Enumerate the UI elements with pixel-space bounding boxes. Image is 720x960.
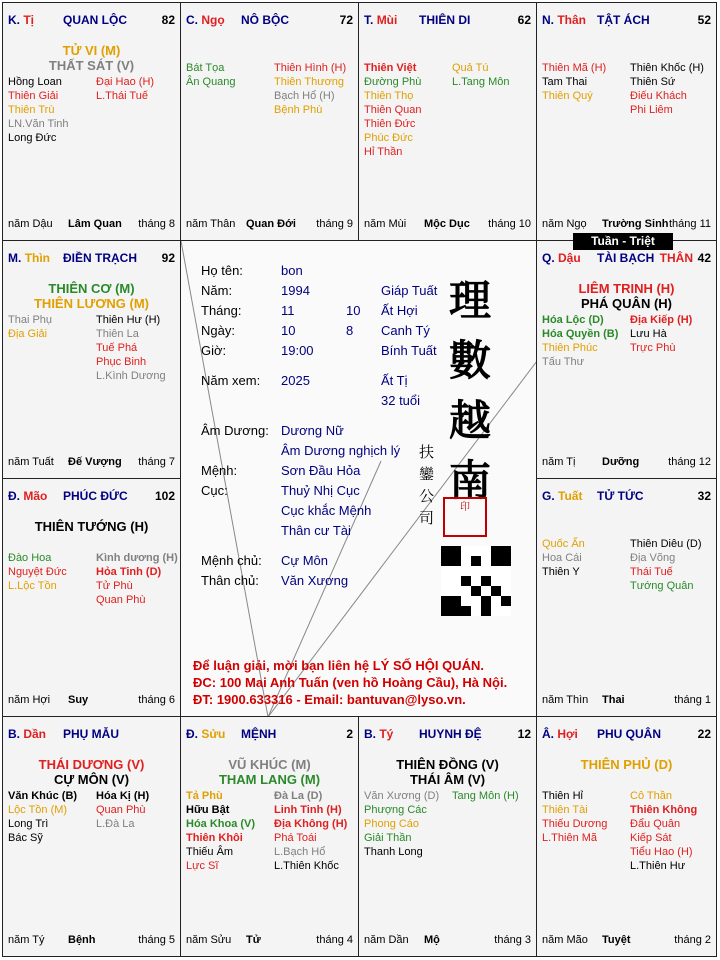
minor-star: Đà La (D): [274, 790, 323, 802]
minor-star: Quan Phù: [96, 594, 146, 606]
footer-month: tháng 2: [674, 934, 711, 946]
minor-star: Long Trì: [8, 818, 49, 830]
minor-star: Phong Cáo: [364, 818, 420, 830]
minor-star: Tướng Quân: [630, 580, 694, 592]
footer-phase: Đế Vượng: [68, 456, 122, 468]
minor-star: Thiếu Dương: [542, 818, 608, 830]
logo-char: 理: [449, 276, 492, 325]
minor-star: Thiên Không: [630, 804, 698, 816]
minor-star: Hóa Lộc (D): [542, 314, 604, 326]
value-month: 11: [281, 303, 295, 318]
minor-star: L.Thiên Khốc: [274, 860, 339, 872]
footer-month: tháng 3: [494, 934, 531, 946]
footer-month: tháng 10: [488, 218, 531, 230]
palace-prefix: M.: [8, 251, 22, 265]
palace-position: [542, 489, 582, 503]
palace-name: QUAN LỘC: [63, 13, 127, 27]
major-stars: [3, 43, 180, 73]
palace-name: THIÊN DI: [419, 13, 471, 27]
value-year: 1994: [281, 283, 310, 298]
minor-star: Thái Tuế: [630, 566, 673, 578]
palace-age-number: 42: [697, 251, 711, 265]
palace-branch: Thìn: [24, 251, 51, 265]
palace-branch: Tý: [379, 727, 394, 741]
minor-star: Hoa Cái: [542, 552, 582, 564]
red-seal-stamp: 印: [443, 497, 487, 537]
palace-age-number: 12: [517, 727, 531, 741]
minor-star: L.Kình Dương: [96, 370, 166, 382]
palace-prefix: C.: [186, 13, 198, 27]
minor-star: Thiên Sứ: [630, 76, 676, 88]
minor-star: Tả Phù: [186, 790, 223, 802]
palace-position: [542, 13, 586, 27]
footer-phase: Tử: [246, 934, 261, 946]
palace-prefix: T.: [364, 13, 374, 27]
value-menh-chu: Cự Môn: [281, 553, 328, 568]
palace-age-number: 72: [339, 13, 353, 27]
palace-dau: [536, 240, 717, 479]
palace-branch: Dậu: [558, 251, 581, 265]
major-stars: [537, 757, 716, 772]
footer-month: tháng 7: [138, 456, 175, 468]
palace-footer: [364, 218, 531, 232]
palace-branch: Tuất: [558, 489, 583, 503]
label-view-year: Năm xem:: [201, 373, 261, 388]
footer-year: năm Hợi: [8, 694, 51, 706]
palace-header: [8, 727, 175, 741]
minor-star: Ân Quang: [186, 76, 236, 88]
minor-star: Tấu Thư: [542, 356, 585, 368]
minor-star: Địa Giải: [8, 328, 48, 340]
footer-year: năm Tý: [8, 934, 45, 946]
label-year: Năm:: [201, 283, 233, 298]
minor-star: Bạch Hổ (H): [274, 90, 335, 102]
minor-star: Thiên Khốc (H): [630, 62, 704, 74]
footer-year: năm Thìn: [542, 694, 589, 706]
label-name: Họ tên:: [201, 263, 243, 278]
value-name: bon: [281, 263, 303, 278]
palace-footer: [186, 934, 353, 948]
company-char: 鑾: [419, 465, 435, 483]
footer-phase: Tuyệt: [602, 934, 631, 946]
palace-footer: [8, 934, 175, 948]
value-month-can: Ất Hợi: [381, 303, 418, 318]
minor-star: Thiên Đức: [364, 118, 416, 130]
palace-name: NÔ BỘC: [241, 13, 289, 27]
palace-header: [8, 489, 175, 503]
major-star: THIÊN CƠ (M): [48, 281, 135, 296]
minor-star: Địa Võng: [630, 552, 676, 564]
major-star: PHÁ QUÂN (H): [581, 296, 672, 311]
value-day: 10: [281, 323, 296, 338]
palace-suu: [180, 716, 359, 957]
minor-star: Kiếp Sát: [630, 832, 672, 844]
major-stars: [3, 281, 180, 311]
palace-name: TẬT ÁCH: [597, 13, 650, 27]
label-day: Ngày:: [201, 323, 235, 338]
palace-ngo: [180, 2, 359, 241]
value-than-chu: Văn Xương: [281, 573, 349, 588]
major-stars: [3, 757, 180, 787]
palace-prefix: Đ.: [186, 727, 198, 741]
footer-year: năm Tuất: [8, 456, 54, 468]
palace-header: [542, 727, 711, 741]
minor-star: Thiên Hư (H): [96, 314, 161, 326]
palace-branch: Sửu: [201, 727, 226, 741]
minor-star: Bác Sỹ: [8, 832, 43, 844]
minor-star: L.Đà La: [96, 818, 135, 830]
minor-star: Kình dương (H): [96, 552, 178, 564]
major-star: CỰ MÔN (V): [53, 772, 130, 787]
palace-age-number: 102: [154, 489, 175, 503]
major-star: THIÊN TƯỚNG (H): [34, 519, 149, 534]
palace-prefix: Â.: [542, 727, 554, 741]
palace-footer: [186, 218, 353, 232]
value-age: 32 tuổi: [381, 393, 421, 408]
value-amduong-2: Âm Dương nghịch lý: [281, 443, 401, 458]
major-star: THIÊN PHỦ (D): [580, 757, 673, 772]
minor-star: Văn Khúc (B): [8, 790, 78, 802]
palace-position: [364, 727, 393, 741]
minor-star: Trực Phù: [630, 342, 676, 354]
minor-star: Tuế Phá: [96, 342, 138, 354]
minor-star: Thiên Thương: [274, 76, 345, 88]
minor-star: Tam Thai: [542, 76, 588, 88]
minor-star: L.Thái Tuế: [96, 90, 148, 102]
value-cuc-3: Thân cư Tài: [281, 523, 351, 538]
palace-header: [542, 489, 711, 503]
footer-phase: Dưỡng: [602, 456, 640, 468]
logo-char: 數: [449, 336, 492, 385]
major-star: THAM LANG (M): [218, 772, 321, 787]
palace-thin: [2, 240, 181, 479]
palace-branch: Hợi: [557, 727, 578, 741]
minor-star: Lộc Tồn (M): [8, 804, 68, 816]
minor-star: L.Thiên Mã: [542, 832, 598, 844]
minor-star: Địa Không (H): [274, 818, 348, 830]
palace-footer: [542, 694, 711, 708]
palace-header: [186, 13, 353, 27]
company-char: 司: [419, 509, 435, 527]
palace-age-number: 32: [697, 489, 711, 503]
palace-position: [364, 13, 397, 27]
label-than-chu: Thân chủ:: [201, 573, 259, 588]
major-star: THIÊN LƯƠNG (M): [33, 296, 150, 311]
palace-name: HUYNH ĐỆ: [419, 727, 482, 741]
company-char: 扶: [419, 443, 435, 461]
palace-age-number: 62: [517, 13, 531, 27]
palace-dan: [2, 716, 181, 957]
contact-line-1: Để luận giải, mời bạn liên hệ LÝ SỐ HỘI QUÁN.: [193, 658, 484, 673]
palace-header: [8, 251, 175, 265]
palace-position: [8, 727, 46, 741]
minor-star: Thiên Phúc: [542, 342, 598, 354]
value-view-can: Ất Tị: [381, 373, 408, 388]
qr-code-icon: [441, 546, 511, 616]
palace-branch: Ngọ: [201, 13, 225, 27]
minor-star: Đại Hao (H): [96, 76, 155, 88]
palace-header: [364, 727, 531, 741]
major-stars: [537, 281, 716, 311]
palace-header: [542, 251, 711, 265]
palace-prefix: B.: [364, 727, 376, 741]
footer-month: tháng 9: [316, 218, 353, 230]
palace-than: [536, 2, 717, 241]
footer-month: tháng 4: [316, 934, 353, 946]
minor-star: Quốc Ấn: [542, 538, 585, 550]
footer-phase: Lâm Quan: [68, 218, 122, 230]
palace-branch: Thân: [557, 13, 587, 27]
minor-star: Đẩu Quân: [630, 818, 681, 830]
minor-star: Thiên Y: [542, 566, 580, 578]
company-char: 公: [419, 487, 435, 505]
palace-prefix: Đ.: [8, 489, 20, 503]
palace-branch: Tị: [23, 13, 35, 27]
minor-star: Thiên La: [96, 328, 139, 340]
minor-star: Quan Phù: [96, 804, 146, 816]
footer-phase: Mộ: [424, 934, 440, 946]
palace-name: PHỤ MẪU: [63, 727, 119, 741]
footer-year: năm Tị: [542, 456, 576, 468]
company-text: [419, 441, 434, 529]
value-cuc-1: Thuỷ Nhị Cục: [281, 483, 360, 498]
minor-star: Tiểu Hao (H): [630, 846, 693, 858]
major-star: THẤT SÁT (V): [48, 58, 135, 73]
minor-star: Phúc Đức: [364, 132, 413, 144]
tuan-triet-badge: Tuần - Triệt: [573, 233, 673, 250]
minor-star: Bát Tọa: [186, 62, 225, 74]
footer-phase: Bệnh: [68, 934, 96, 946]
footer-month: tháng 12: [668, 456, 711, 468]
palace-prefix: Q.: [542, 251, 555, 265]
value-hour: 19:00: [281, 343, 314, 358]
minor-star: Thiên Hình (H): [274, 62, 347, 74]
footer-phase: Mộc Dục: [424, 218, 470, 230]
palace-age-number: 22: [697, 727, 711, 741]
footer-year: năm Mão: [542, 934, 588, 946]
palace-position: [8, 251, 50, 265]
major-stars: [3, 519, 180, 534]
minor-star: Phượng Các: [364, 804, 427, 816]
label-amduong: Âm Dương:: [201, 423, 269, 438]
palace-prefix: G.: [542, 489, 555, 503]
footer-year: năm Sửu: [186, 934, 232, 946]
minor-star: Bệnh Phù: [274, 104, 323, 116]
major-stars: [359, 757, 536, 787]
palace-name: ĐIỀN TRẠCH: [63, 251, 137, 265]
palace-name: TÀI BẠCH: [597, 251, 655, 265]
footer-month: tháng 11: [668, 218, 711, 230]
palace-ty2: [358, 716, 537, 957]
value-view-year: 2025: [281, 373, 310, 388]
minor-star: Thiên Trù: [8, 104, 55, 116]
logo-char: 南: [449, 456, 492, 505]
minor-star: Thai Phụ: [8, 314, 53, 326]
footer-year: năm Thân: [186, 218, 236, 230]
logo-text: [449, 271, 491, 511]
palace-position: [542, 727, 578, 741]
label-menh: Mệnh:: [201, 463, 238, 478]
footer-year: năm Dậu: [8, 218, 53, 230]
palace-position: [8, 13, 34, 27]
palace-branch: Mão: [23, 489, 48, 503]
label-menh-chu: Mệnh chủ:: [201, 553, 262, 568]
footer-phase: Trường Sinh: [602, 218, 669, 230]
minor-star: Thiên Việt: [364, 62, 417, 74]
minor-star: Phục Binh: [96, 356, 147, 368]
logo-char: 越: [449, 396, 492, 445]
minor-star: LN.Văn Tinh: [8, 118, 69, 130]
value-day-lunar: 8: [346, 323, 354, 338]
minor-star: Địa Kiếp (H): [630, 314, 693, 326]
than-marker: THÂN: [659, 251, 693, 265]
minor-star: Đường Phù: [364, 76, 422, 88]
footer-year: năm Mùi: [364, 218, 407, 230]
footer-phase: Suy: [68, 694, 89, 706]
value-year-can: Giáp Tuất: [381, 283, 438, 298]
footer-year: năm Ngọ: [542, 218, 587, 230]
minor-star: Lực Sĩ: [186, 860, 219, 872]
footer-month: tháng 8: [138, 218, 175, 230]
major-stars: [181, 757, 358, 787]
chart-grid: [3, 3, 717, 957]
label-month: Tháng:: [201, 303, 242, 318]
minor-star: Thiếu Âm: [186, 846, 234, 858]
minor-star: L.Thiên Hư: [630, 860, 686, 872]
palace-ty: [2, 2, 181, 241]
palace-age-number: 52: [697, 13, 711, 27]
palace-footer: [364, 934, 531, 948]
palace-mui: [358, 2, 537, 241]
palace-header: [542, 13, 711, 27]
minor-star: Thiên Tài: [542, 804, 588, 816]
minor-star: Văn Xương (D): [364, 790, 440, 802]
footer-phase: Quan Đới: [246, 218, 296, 230]
label-hour: Giờ:: [201, 343, 227, 358]
major-star: VŨ KHÚC (M): [228, 757, 311, 772]
palace-footer: [8, 694, 175, 708]
palace-name: MỆNH: [241, 727, 277, 741]
minor-star: Đào Hoa: [8, 552, 52, 564]
value-hour-can: Bính Tuất: [381, 343, 437, 358]
palace-position: [8, 489, 47, 503]
palace-prefix: N.: [542, 13, 554, 27]
palace-position: [186, 727, 225, 741]
minor-star: Long Đức: [8, 132, 57, 144]
minor-star: Thiên Quý: [542, 90, 593, 102]
value-month-lunar: 10: [346, 303, 361, 318]
minor-star: Giải Thần: [364, 832, 412, 844]
minor-star: L.Lộc Tồn: [8, 580, 57, 592]
minor-star: Phi Liêm: [630, 104, 673, 116]
palace-name: PHÚC ĐỨC: [63, 489, 128, 503]
palace-hoi: [536, 716, 717, 957]
palace-branch: Mùi: [376, 13, 398, 27]
palace-name: PHU QUÂN: [597, 727, 662, 741]
minor-star: Điếu Khách: [630, 90, 687, 102]
minor-star: Cô Thần: [630, 790, 672, 802]
palace-prefix: K.: [8, 13, 20, 27]
palace-footer: [542, 934, 711, 948]
minor-star: L.Bạch Hổ: [274, 846, 326, 858]
minor-star: Hồng Loan: [8, 76, 62, 88]
footer-month: tháng 5: [138, 934, 175, 946]
footer-month: tháng 1: [674, 694, 711, 706]
minor-star: Hóa Quyền (B): [542, 328, 619, 340]
palace-name: TỬ TỨC: [597, 489, 644, 503]
minor-star: Hỉ Thần: [364, 146, 403, 158]
minor-star: Hóa Khoa (V): [186, 818, 256, 830]
palace-footer: [542, 456, 711, 470]
minor-star: Thiên Quan: [364, 104, 422, 116]
palace-age-number: 2: [346, 727, 353, 741]
palace-footer: [8, 218, 175, 232]
contact-phone-email[interactable]: ĐT: 1900.633316 - Email: bantuvan@lyso.vn.: [193, 692, 466, 707]
footer-year: năm Dần: [364, 934, 409, 946]
minor-star: Hữu Bật: [186, 804, 230, 816]
major-star: THÁI ÂM (V): [409, 772, 486, 787]
palace-header: [364, 13, 531, 27]
minor-star: Thiên Thọ: [364, 90, 414, 102]
palace-mao: [2, 478, 181, 717]
minor-star: Linh Tinh (H): [274, 804, 342, 816]
palace-age-number: 92: [161, 251, 175, 265]
major-star: THIÊN ĐỒNG (V): [396, 757, 499, 772]
minor-star: Quả Tú: [452, 62, 489, 74]
palace-footer: [8, 456, 175, 470]
minor-star: Thiên Diêu (D): [630, 538, 702, 550]
palace-header: [8, 13, 175, 27]
footer-month: tháng 6: [138, 694, 175, 706]
minor-star: Thiên Giải: [8, 90, 59, 102]
major-star: THÁI DƯƠNG (V): [38, 757, 145, 772]
value-amduong-1: Dương Nữ: [281, 423, 344, 438]
minor-star: Thanh Long: [364, 846, 423, 858]
palace-branch: Dần: [23, 727, 47, 741]
minor-star: Phá Toái: [274, 832, 317, 844]
minor-star: Thiên Hỉ: [542, 790, 583, 802]
minor-star: Tử Phù: [96, 580, 133, 592]
minor-star: Nguyệt Đức: [8, 566, 67, 578]
contact-address: ĐC: 100 Mai Anh Tuấn (ven hồ Hoàng Cầu), Hà Nội.: [193, 675, 508, 690]
minor-star: Hỏa Tinh (D): [96, 566, 162, 578]
minor-star: Hóa Kị (H): [96, 790, 150, 802]
footer-phase: Thai: [602, 694, 625, 706]
palace-age-number: 82: [161, 13, 175, 27]
label-cuc: Cục:: [201, 483, 228, 498]
minor-star: Thiên Mã (H): [542, 62, 607, 74]
major-star: TỬ VI (M): [62, 43, 121, 58]
palace-prefix: B.: [8, 727, 20, 741]
palace-tuat: [536, 478, 717, 717]
minor-star: Thiên Khôi: [186, 832, 243, 844]
palace-position: [542, 251, 581, 265]
palace-footer: [542, 218, 711, 232]
minor-star: Tang Môn (H): [452, 790, 519, 802]
minor-star: Lưu Hà: [630, 328, 667, 340]
palace-position: [186, 13, 225, 27]
center-info-panel: [180, 240, 537, 717]
minor-star: L.Tang Môn: [452, 76, 510, 88]
palace-header: [186, 727, 353, 741]
value-menh: Sơn Đầu Hỏa: [281, 463, 361, 478]
major-star: LIÊM TRINH (H): [578, 281, 675, 296]
value-cuc-2: Cục khắc Mệnh: [281, 503, 372, 518]
value-day-can: Canh Tý: [381, 323, 430, 338]
